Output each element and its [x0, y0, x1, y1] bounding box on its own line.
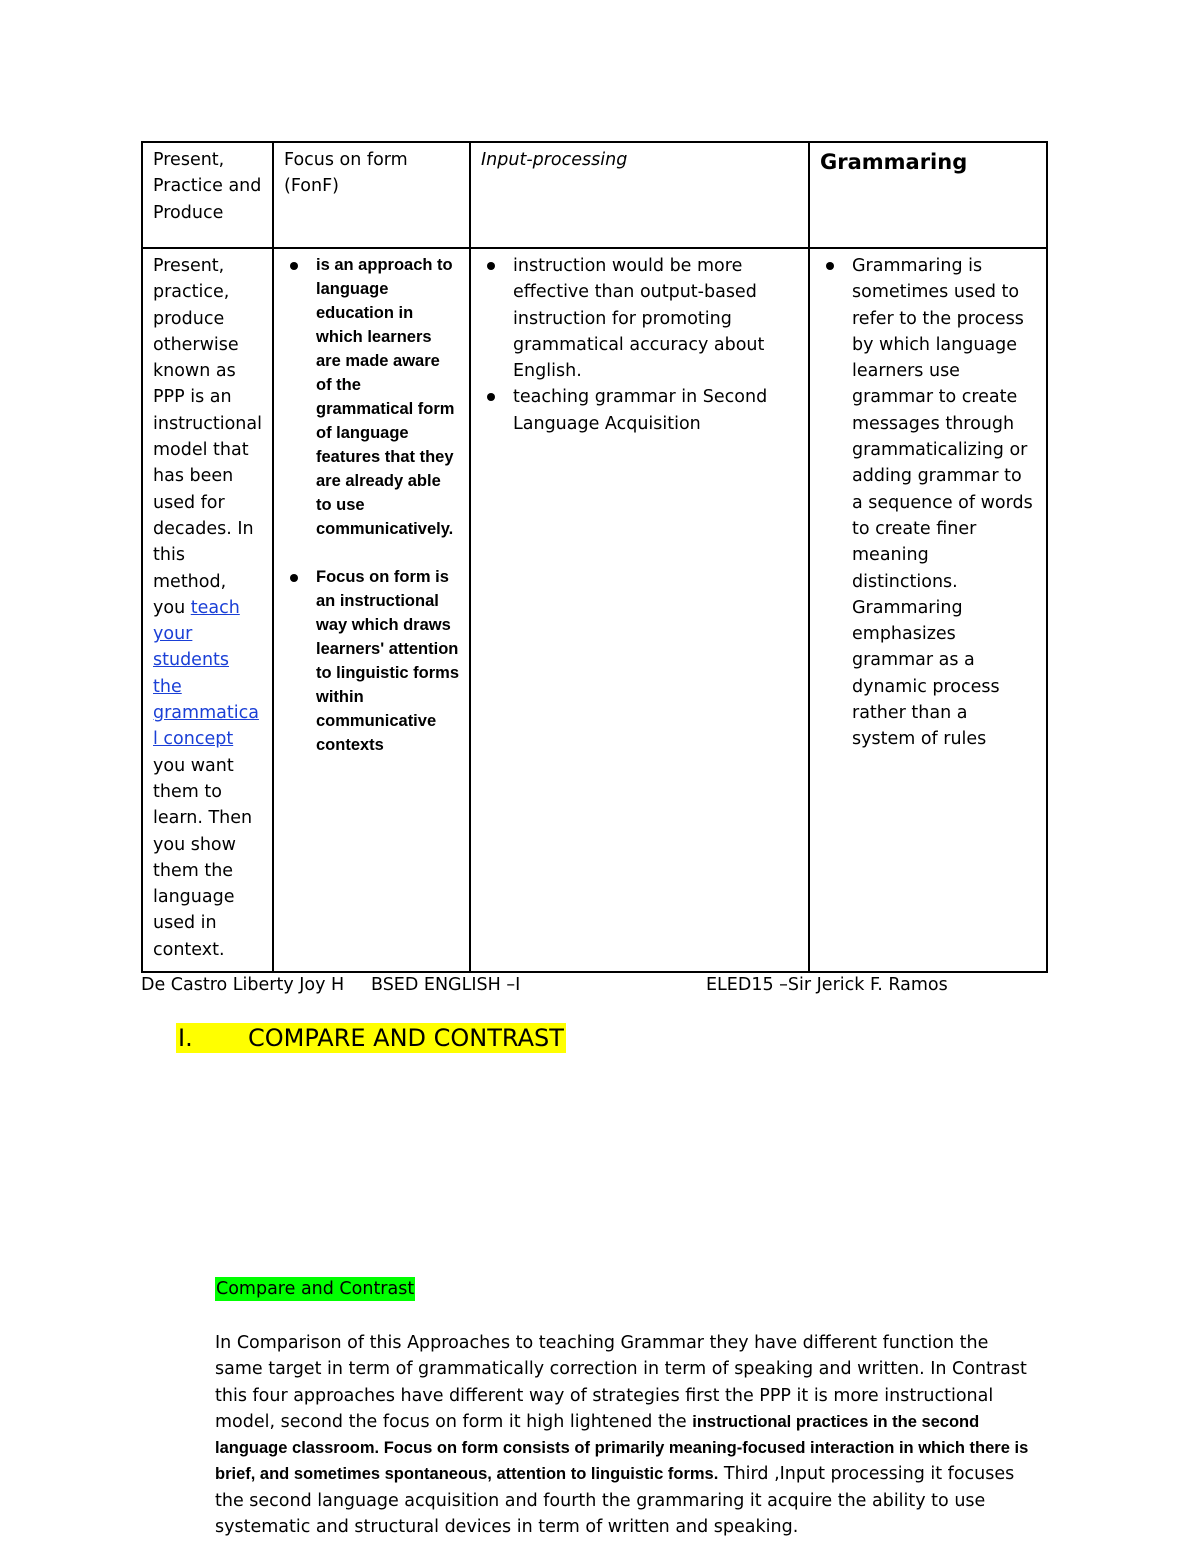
header-input-processing	[470, 142, 809, 248]
course-name: BSED ENGLISH –I	[371, 975, 521, 995]
fonf-bullet-list	[284, 253, 459, 757]
header-ppp	[142, 142, 273, 248]
comparison-table	[141, 141, 1048, 973]
grammaring-bullet-list	[820, 253, 1036, 753]
section-title: COMPARE AND CONTRAST	[248, 1024, 564, 1052]
header-fonf	[273, 142, 470, 248]
list-item: teaching grammar in Second Language Acquisition	[513, 384, 798, 437]
list-item: instruction would be more effective than output-based instruction for promoting grammatical accuracy about English.	[513, 253, 798, 384]
cell-grammaring	[809, 248, 1047, 972]
list-item: Focus on form is an instructional way which draws learners' attention to linguistic forms within communicative contexts	[316, 565, 459, 757]
table-header-row	[142, 142, 1047, 248]
paragraph-part-1: In Comparison of this Approaches to teaching Grammar they have different function the same target in term of grammatically correction in term of speaking and written. In Contrast this four approaches have different way of strategies first the PPP it is more instructional model, second the focus on form it high lightened the	[215, 1333, 1027, 1432]
ppp-text-after-link: you want them to learn. Then you show them the language used in context.	[153, 755, 253, 960]
author-name: De Castro Liberty Joy H	[141, 975, 345, 995]
compare-contrast-paragraph	[215, 1330, 1030, 1540]
paragraph-part-3: Third ,Input processing it focuses the second language acquisition and fourth the grammaring it acquire the ability to use systematic and structural devices in term of written and speaking.	[215, 1464, 1015, 1538]
header-grammaring-label: Grammaring	[820, 150, 968, 174]
list-item: Grammaring is sometimes used to refer to the process by which language learners use grammar to create messages through grammaticalizing or adding grammar to a sequence of words to create finer meaning distinctions. Grammaring emphasizes grammar as a dynamic process rather than a system of rules	[852, 253, 1036, 753]
section-number: I.	[178, 1024, 193, 1052]
cell-input-processing	[470, 248, 809, 972]
header-fonf-label: Focus on form (FonF)	[284, 150, 408, 197]
cell-ppp	[142, 248, 273, 972]
ppp-description	[153, 253, 262, 963]
section-heading	[176, 1023, 566, 1053]
compare-contrast-subheading: Compare and Contrast	[216, 1279, 415, 1299]
header-grammaring	[809, 142, 1047, 248]
paragraph-part-2-bold: instructional practices in the second language classroom. Focus on form consists of primarily meaning-focused interaction in which there is brief, and sometimes spontaneous, attention to linguistic forms.	[215, 1412, 1029, 1484]
subject-name: ELED15 –Sir Jerick F. Ramos	[706, 975, 948, 995]
header-input-processing-label: Input-processing	[481, 150, 628, 170]
table-body-row	[142, 248, 1047, 972]
header-ppp-label: Present, Practice and Produce	[153, 150, 262, 223]
input-processing-bullet-list	[481, 253, 798, 437]
list-item: is an approach to language education in which learners are made aware of the grammatical form of language features that they are already able to use communicatively.	[316, 253, 459, 541]
ppp-text-before-link: Present, practice, produce otherwise known as PPP is an instructional model that has been used for decades. In this method, you	[153, 256, 262, 618]
teach-students-link[interactable]: teach your students the grammatical concept	[153, 597, 259, 750]
cell-fonf	[273, 248, 470, 972]
